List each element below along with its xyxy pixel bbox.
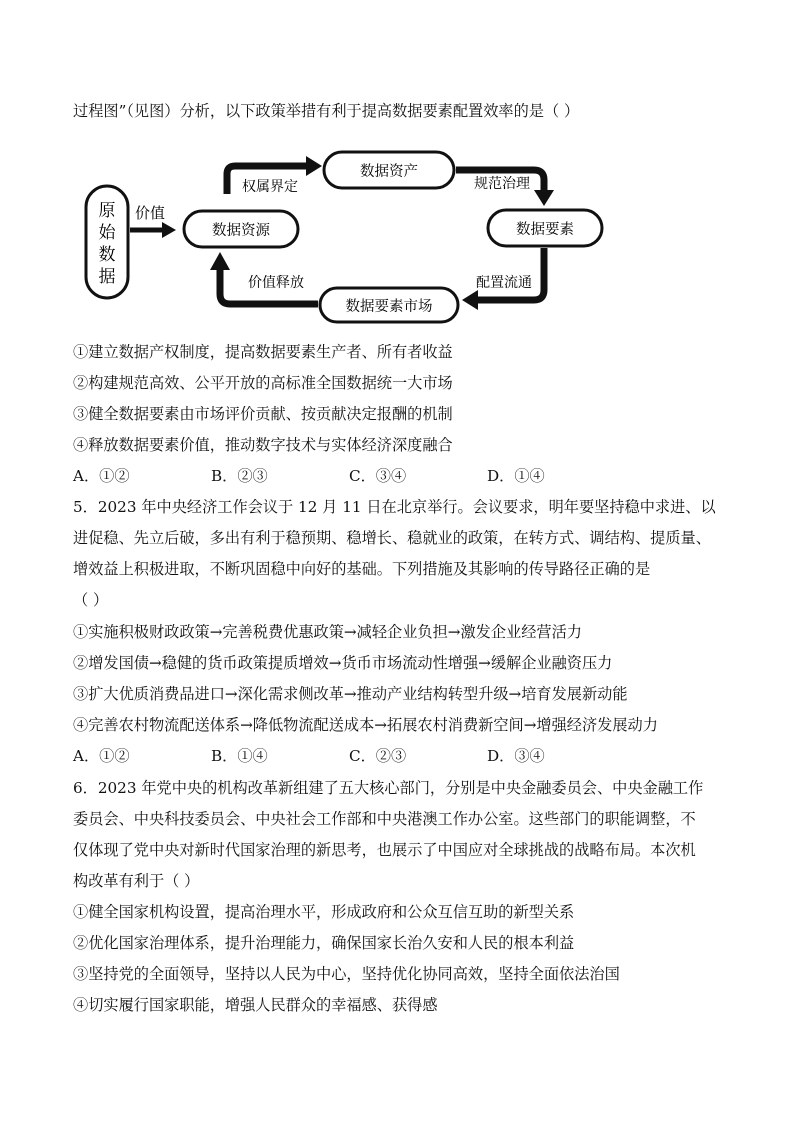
q5-statement-4: ④完善农村物流配送体系→降低物流配送成本→拓展农村消费新空间→增强经济发展动力 [73, 716, 658, 734]
q4-statement-4: ④释放数据要素价值，推动数字技术与实体经济深度融合 [73, 436, 453, 454]
release-label: 价值释放 [248, 275, 304, 291]
q5-statement-3: ③扩大优质消费品进口→深化需求侧改革→推动产业结构转型升级→培育发展新动能 [73, 685, 628, 703]
rights-label: 权属界定 [242, 179, 298, 195]
q6-statement-4: ④切实履行国家职能，增强人民群众的幸福感、获得感 [73, 996, 438, 1014]
q6-statement-3: ③坚持党的全面领导，坚持以人民为中心，坚持优化协同高效，坚持全面依法治国 [73, 965, 620, 983]
rights-arrow-head [306, 156, 322, 176]
q5-statement-2: ②增发国债→稳健的货币政策提质增效→货币市场流动性增强→缓解企业融资压力 [73, 654, 613, 672]
raw-char-2: 始 [98, 223, 116, 243]
q5-stem-line-2: 进促稳、先立后破，多出有利于稳预期、稳增长、稳就业的政策，在转方式、调结构、提质量、 [73, 529, 711, 547]
q5-statement-1: ①实施积极财政政策→完善税费优惠政策→减轻企业负担→激发企业经营活力 [73, 623, 582, 641]
circulation-arrow-head [462, 290, 478, 310]
raw-char-4: 据 [98, 267, 116, 287]
data-asset-label: 数据资产 [360, 164, 418, 180]
q4-option-a[interactable]: A．①② [73, 467, 130, 485]
q4-option-c[interactable]: C．③④ [349, 467, 407, 485]
q5-option-b[interactable]: B．①④ [211, 747, 268, 765]
value-label: 价值 [134, 204, 166, 222]
q6-statement-2: ②优化国家治理体系，提升治理能力，确保国家长治久安和人民的根本利益 [73, 934, 575, 952]
q6-stem-line-3: 仅体现了党中央对新时代国家治理的新思考，也展示了中国应对全球挑战的战略布局。本次机 [73, 841, 696, 859]
q5-stem-line-1: 5．2023 年中央经济工作会议于 12 月 11 日在北京举行。会议要求，明年要坚持稳中求进、以 [73, 498, 716, 516]
q5-option-a[interactable]: A．①② [73, 747, 130, 765]
circulation-label: 配置流通 [476, 275, 532, 291]
q4-stem-tail: 过程图”（见图）分析，以下政策举措有利于提高数据要素配置效率的是（ ） [73, 102, 580, 120]
circulation-arrow [476, 248, 544, 300]
raw-char-3: 数 [98, 245, 116, 265]
data-market-label: 数据要素市场 [345, 299, 433, 315]
q6-stem-line-4: 构改革有利于（ ） [73, 872, 200, 890]
data-resource-label: 数据资源 [212, 223, 270, 239]
governance-label: 规范治理 [474, 176, 530, 192]
q4-statement-1: ①建立数据产权制度，提高数据要素生产者、所有者收益 [73, 343, 453, 361]
q5-answer-blank: （ ） [73, 591, 109, 609]
q4-statement-2: ②构建规范高效、公平开放的高标准全国数据统一大市场 [73, 374, 453, 392]
data-element-flow-diagram [80, 144, 620, 330]
governance-arrow-head [534, 190, 554, 206]
release-arrow-head [210, 252, 230, 270]
data-element-label: 数据要素 [516, 222, 574, 238]
raw-char-1: 原 [98, 201, 116, 221]
q4-statement-3: ③健全数据要素由市场评价贡献、按贡献决定报酬的机制 [73, 405, 453, 423]
q6-statement-1: ①健全国家机构设置，提高治理水平，形成政府和公众互信互助的新型关系 [73, 903, 575, 921]
value-arrow-head [162, 222, 176, 238]
q6-stem-line-1: 6．2023 年党中央的机构改革新组建了五大核心部门，分别是中央金融委员会、中央金融工作 [73, 779, 704, 797]
q5-option-c[interactable]: C．②③ [349, 747, 407, 765]
q6-stem-line-2: 委员会、中央科技委员会、中央社会工作部和中央港澳工作办公室。这些部门的职能调整，不 [73, 810, 696, 828]
q4-option-d[interactable]: D．①④ [487, 467, 545, 485]
q5-stem-line-3: 增效益上积极进取，不断巩固稳中向好的基础。下列措施及其影响的传导路径正确的是 [73, 560, 651, 578]
q4-option-b[interactable]: B．②③ [211, 467, 268, 485]
q5-option-d[interactable]: D．③④ [487, 747, 545, 765]
